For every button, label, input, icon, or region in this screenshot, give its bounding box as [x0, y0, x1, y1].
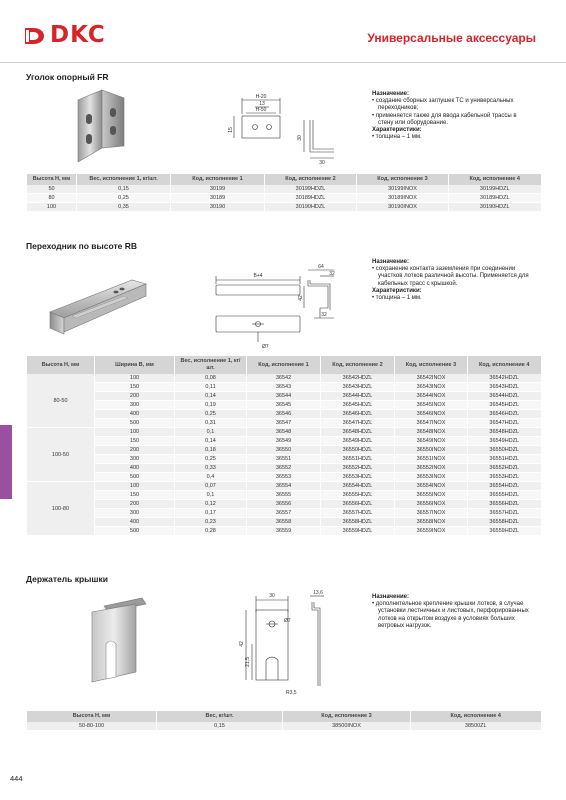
- holder-dim-30: 30: [269, 593, 275, 599]
- height-group-cell: 100-50: [27, 428, 95, 482]
- table-cell: 30190INOX: [357, 203, 449, 212]
- table-cell: 36558: [247, 518, 321, 527]
- table-cell: 0,18: [175, 446, 247, 455]
- rb-specs-item: • толщина – 1 мм.: [372, 295, 422, 302]
- table-cell: 300: [95, 401, 175, 410]
- table-cell: 0,25: [175, 410, 247, 419]
- table-cell: 36552HDZL: [321, 464, 395, 473]
- table-row: [27, 392, 541, 401]
- rb-description: [372, 259, 534, 302]
- table-cell: 36546: [247, 410, 321, 419]
- fr-specs-item: • толщина – 1 мм.: [372, 134, 422, 141]
- table-cell: 36543INOX: [395, 383, 468, 392]
- rb-purpose-heading: Назначение:: [372, 259, 410, 265]
- table-cell: 30189INOX: [357, 194, 449, 203]
- table-cell: 36550: [247, 446, 321, 455]
- table-cell: 30199HDZL: [265, 185, 357, 194]
- cover-holder-description: [372, 594, 534, 630]
- table-cell: 36545INOX: [395, 401, 468, 410]
- rb-dim-32-top: 32: [329, 271, 335, 277]
- dkc-logo: [24, 24, 106, 47]
- holder-purpose-item: • дополнительное крепление крышки лотков, в случае установки лестничных и листовых, перфорированных лотков на открытом воздухе в условиях больших ветровых нагрузок.: [372, 601, 529, 629]
- rb-dim-42: 42: [298, 295, 304, 301]
- table-cell: 0,15: [77, 185, 171, 194]
- table-row: [27, 203, 541, 212]
- table-header-row: [27, 356, 541, 374]
- table-cell: 50-80-100: [27, 722, 157, 731]
- table-cell: 36543HDZL: [321, 383, 395, 392]
- table-cell: 36552: [247, 464, 321, 473]
- table-cell: 0,31: [175, 419, 247, 428]
- table-row: [27, 194, 541, 203]
- table-cell: 36542HDZL: [321, 374, 395, 383]
- table-cell: 0,19: [175, 401, 247, 410]
- table-cell: 36544: [247, 392, 321, 401]
- table-cell: 30190HDZL: [449, 203, 541, 212]
- dkc-logo-icon: [24, 27, 46, 45]
- table-cell: 0,35: [77, 203, 171, 212]
- table-cell: 80: [27, 194, 77, 203]
- table-row: [27, 374, 541, 383]
- fr-specs-heading: Характеристики:: [372, 127, 422, 134]
- table-cell: 36545: [247, 401, 321, 410]
- rb-product-photo: [42, 268, 154, 344]
- rb-dim-hole: Ø7: [262, 344, 269, 350]
- table-cell: 36546INOX: [395, 410, 468, 419]
- table-cell: 30199: [171, 185, 265, 194]
- fr-dim-30-side: 30: [297, 135, 303, 141]
- section-title-cover-holder: Держатель крышки: [26, 574, 108, 584]
- table-cell: 36546HDZL: [321, 410, 395, 419]
- table-cell: 36551INOX: [395, 455, 468, 464]
- table-cell: 38500ZL: [411, 722, 541, 731]
- table-cell: 100: [95, 374, 175, 383]
- holder-dim-hole: Ø7: [284, 618, 291, 624]
- table-row: [27, 473, 541, 482]
- table-cell: 0,11: [175, 383, 247, 392]
- table-cell: 36548HDZL: [321, 428, 395, 437]
- table-cell: 30189HDZL: [449, 194, 541, 203]
- table-cell: 36553HDZL: [468, 473, 541, 482]
- table-cell: 36550HDZL: [321, 446, 395, 455]
- rb-dim-b4: B+4: [253, 273, 263, 279]
- fr-dim-h20: H-20: [255, 94, 267, 100]
- table-cell: 38500INOX: [283, 722, 411, 731]
- table-cell: 500: [95, 419, 175, 428]
- column-header: Вес, исполнение 1, кг/шт.: [77, 174, 171, 185]
- table-cell: 100: [95, 482, 175, 491]
- fr-dim-15: 15: [228, 127, 234, 133]
- table-cell: 300: [95, 455, 175, 464]
- table-cell: 36559HDZL: [321, 527, 395, 536]
- table-cell: 36550HDZL: [468, 446, 541, 455]
- column-header: Код, исполнение 1: [171, 174, 265, 185]
- table-cell: 30190HDZL: [265, 203, 357, 212]
- table-row: [27, 185, 541, 194]
- table-row: [27, 500, 541, 509]
- table-cell: 36554INOX: [395, 482, 468, 491]
- table-cell: 36542: [247, 374, 321, 383]
- table-cell: 150: [95, 383, 175, 392]
- table-cell: 36549: [247, 437, 321, 446]
- fr-dim-30-bottom: 30: [319, 160, 325, 164]
- table-cell: 36554HDZL: [468, 482, 541, 491]
- table-header-row: [27, 711, 541, 722]
- table-row: [27, 482, 541, 491]
- table-cell: 36547INOX: [395, 419, 468, 428]
- rb-specs-heading: Характеристики:: [372, 287, 422, 294]
- table-row: [27, 509, 541, 518]
- table-row: [27, 437, 541, 446]
- table-cell: 36555HDZL: [468, 491, 541, 500]
- rb-technical-drawing: [204, 258, 354, 350]
- rb-spec-table: [26, 356, 541, 536]
- cover-holder-photo: [80, 594, 152, 686]
- table-cell: 36545HDZL: [321, 401, 395, 410]
- column-header: Код, исполнение 2: [265, 174, 357, 185]
- table-cell: 100: [95, 428, 175, 437]
- column-header: Код, исполнение 3: [357, 174, 449, 185]
- table-cell: 36543: [247, 383, 321, 392]
- table-cell: 36544HDZL: [321, 392, 395, 401]
- header-divider: [0, 62, 566, 63]
- table-cell: 36549HDZL: [321, 437, 395, 446]
- page-number: 444: [10, 774, 23, 783]
- fr-purpose-item: • создание сборных заглушек ТС и универсальных переходников;: [372, 98, 514, 112]
- table-cell: 36552INOX: [395, 464, 468, 473]
- column-header: Высота H, мм: [27, 174, 77, 185]
- table-cell: 36548INOX: [395, 428, 468, 437]
- rb-dim-64: 64: [318, 264, 324, 270]
- table-cell: 36558INOX: [395, 518, 468, 527]
- table-cell: 36542INOX: [395, 374, 468, 383]
- table-cell: 0,4: [175, 473, 247, 482]
- holder-dim-13-6: 13,6: [313, 590, 323, 596]
- column-header: Вес, кг/шт.: [157, 711, 283, 722]
- table-cell: 0,33: [175, 464, 247, 473]
- table-cell: 36543HDZL: [468, 383, 541, 392]
- table-cell: 150: [95, 437, 175, 446]
- table-cell: 36544INOX: [395, 392, 468, 401]
- column-header: Код, исполнение 2: [321, 356, 395, 374]
- table-cell: 36549HDZL: [468, 437, 541, 446]
- fr-spec-table: [26, 174, 541, 212]
- column-header: Код, исполнение 1: [247, 356, 321, 374]
- table-cell: 30190: [171, 203, 265, 212]
- table-cell: 400: [95, 410, 175, 419]
- table-cell: 36555INOX: [395, 491, 468, 500]
- fr-description: [372, 91, 532, 141]
- table-cell: 36545HDZL: [468, 401, 541, 410]
- table-cell: 0,14: [175, 392, 247, 401]
- table-cell: 36551: [247, 455, 321, 464]
- table-row: [27, 464, 541, 473]
- table-row: [27, 428, 541, 437]
- table-cell: 30199INOX: [357, 185, 449, 194]
- table-cell: 500: [95, 527, 175, 536]
- page-category-title: Универсальные аксессуары: [367, 31, 536, 45]
- table-cell: 100: [27, 203, 77, 212]
- table-cell: 0,12: [175, 500, 247, 509]
- logo-text: DKC: [50, 22, 106, 48]
- table-cell: 36559HDZL: [468, 527, 541, 536]
- table-cell: 150: [95, 491, 175, 500]
- table-cell: 36556INOX: [395, 500, 468, 509]
- table-cell: 0,1: [175, 491, 247, 500]
- table-header-row: [27, 174, 541, 185]
- table-cell: 36559: [247, 527, 321, 536]
- column-header: Высота H, мм: [27, 356, 95, 374]
- table-row: [27, 446, 541, 455]
- table-cell: 36547HDZL: [468, 419, 541, 428]
- table-cell: 30189: [171, 194, 265, 203]
- table-row: [27, 722, 541, 731]
- table-cell: 300: [95, 509, 175, 518]
- table-cell: 36556HDZL: [468, 500, 541, 509]
- table-cell: 36553HDZL: [321, 473, 395, 482]
- table-row: [27, 518, 541, 527]
- table-cell: 36550INOX: [395, 446, 468, 455]
- table-cell: 0,28: [175, 527, 247, 536]
- cover-holder-spec-table: [26, 711, 541, 731]
- holder-dim-r3-5: R3,5: [286, 690, 297, 696]
- holder-dim-21-5: 21,5: [245, 657, 251, 667]
- table-row: [27, 401, 541, 410]
- table-cell: 36557HDZL: [321, 509, 395, 518]
- section-title-rb: Переходник по высоте RB: [26, 241, 138, 251]
- table-cell: 36547: [247, 419, 321, 428]
- column-header: Вес, исполнение 1, кг/шт.: [175, 356, 247, 374]
- table-row: [27, 383, 541, 392]
- section-color-tab: [0, 425, 12, 499]
- table-cell: 36558HDZL: [468, 518, 541, 527]
- table-row: [27, 410, 541, 419]
- table-cell: 36554: [247, 482, 321, 491]
- column-header: Код, исполнение 3: [395, 356, 468, 374]
- rb-dim-32-bottom: 32: [321, 312, 327, 318]
- column-header: Ширина B, мм: [95, 356, 175, 374]
- table-cell: 36549INOX: [395, 437, 468, 446]
- table-row: [27, 419, 541, 428]
- holder-purpose-heading: Назначение:: [372, 594, 410, 600]
- table-cell: 36557INOX: [395, 509, 468, 518]
- table-row: [27, 527, 541, 536]
- cover-holder-technical-drawing: [226, 588, 346, 700]
- table-cell: 30189HDZL: [265, 194, 357, 203]
- table-cell: 36557: [247, 509, 321, 518]
- fr-technical-drawing: [226, 90, 346, 164]
- column-header: Код, исполнение 3: [283, 711, 411, 722]
- table-cell: 36544HDZL: [468, 392, 541, 401]
- table-cell: 36551HDZL: [468, 455, 541, 464]
- table-cell: 36557HDZL: [468, 509, 541, 518]
- height-group-cell: 100-80: [27, 482, 95, 536]
- table-cell: 36542HDZL: [468, 374, 541, 383]
- table-cell: 200: [95, 446, 175, 455]
- table-cell: 36552HDZL: [468, 464, 541, 473]
- table-cell: 0,25: [77, 194, 171, 203]
- holder-dim-42: 42: [239, 641, 245, 647]
- column-header: Код, исполнение 4: [468, 356, 541, 374]
- table-cell: 400: [95, 464, 175, 473]
- table-cell: 36555: [247, 491, 321, 500]
- fr-dim-h50: H-50: [255, 107, 267, 113]
- table-cell: 36555HDZL: [321, 491, 395, 500]
- table-cell: 36554HDZL: [321, 482, 395, 491]
- table-cell: 36553: [247, 473, 321, 482]
- rb-purpose-item: • сохранение контакта заземления при соединении участков лотков различной высоты. Применяется для кабельных трасс с крышкой.: [372, 266, 529, 287]
- fr-product-photo: [68, 86, 140, 166]
- table-cell: 0,1: [175, 428, 247, 437]
- table-cell: 0,08: [175, 374, 247, 383]
- table-cell: 50: [27, 185, 77, 194]
- table-cell: 0,07: [175, 482, 247, 491]
- table-cell: 36547HDZL: [321, 419, 395, 428]
- table-cell: 36553INOX: [395, 473, 468, 482]
- table-cell: 400: [95, 518, 175, 527]
- table-cell: 200: [95, 392, 175, 401]
- table-cell: 0,14: [175, 437, 247, 446]
- height-group-cell: 80-50: [27, 374, 95, 428]
- table-cell: 36548: [247, 428, 321, 437]
- table-cell: 0,15: [157, 722, 283, 731]
- table-row: [27, 491, 541, 500]
- page-header: [0, 0, 566, 64]
- column-header: Код, исполнение 4: [449, 174, 541, 185]
- table-row: [27, 455, 541, 464]
- table-cell: 500: [95, 473, 175, 482]
- table-cell: 200: [95, 500, 175, 509]
- table-cell: 36548HDZL: [468, 428, 541, 437]
- table-cell: 36546HDZL: [468, 410, 541, 419]
- table-cell: 0,17: [175, 509, 247, 518]
- table-cell: 30199HDZL: [449, 185, 541, 194]
- fr-purpose-item: • применяется также для ввода кабельной трассы в стену или оборудование.: [372, 112, 517, 126]
- table-cell: 36559INOX: [395, 527, 468, 536]
- table-cell: 0,25: [175, 455, 247, 464]
- fr-dim-13: 13: [259, 101, 265, 107]
- table-cell: 0,23: [175, 518, 247, 527]
- column-header: Код, исполнение 4: [411, 711, 541, 722]
- table-cell: 36558HDZL: [321, 518, 395, 527]
- table-cell: 36551HDZL: [321, 455, 395, 464]
- column-header: Высота H, мм: [27, 711, 157, 722]
- fr-purpose-heading: Назначение:: [372, 91, 410, 97]
- table-cell: 36556: [247, 500, 321, 509]
- section-title-fr: Уголок опорный FR: [26, 72, 109, 82]
- table-cell: 36556HDZL: [321, 500, 395, 509]
